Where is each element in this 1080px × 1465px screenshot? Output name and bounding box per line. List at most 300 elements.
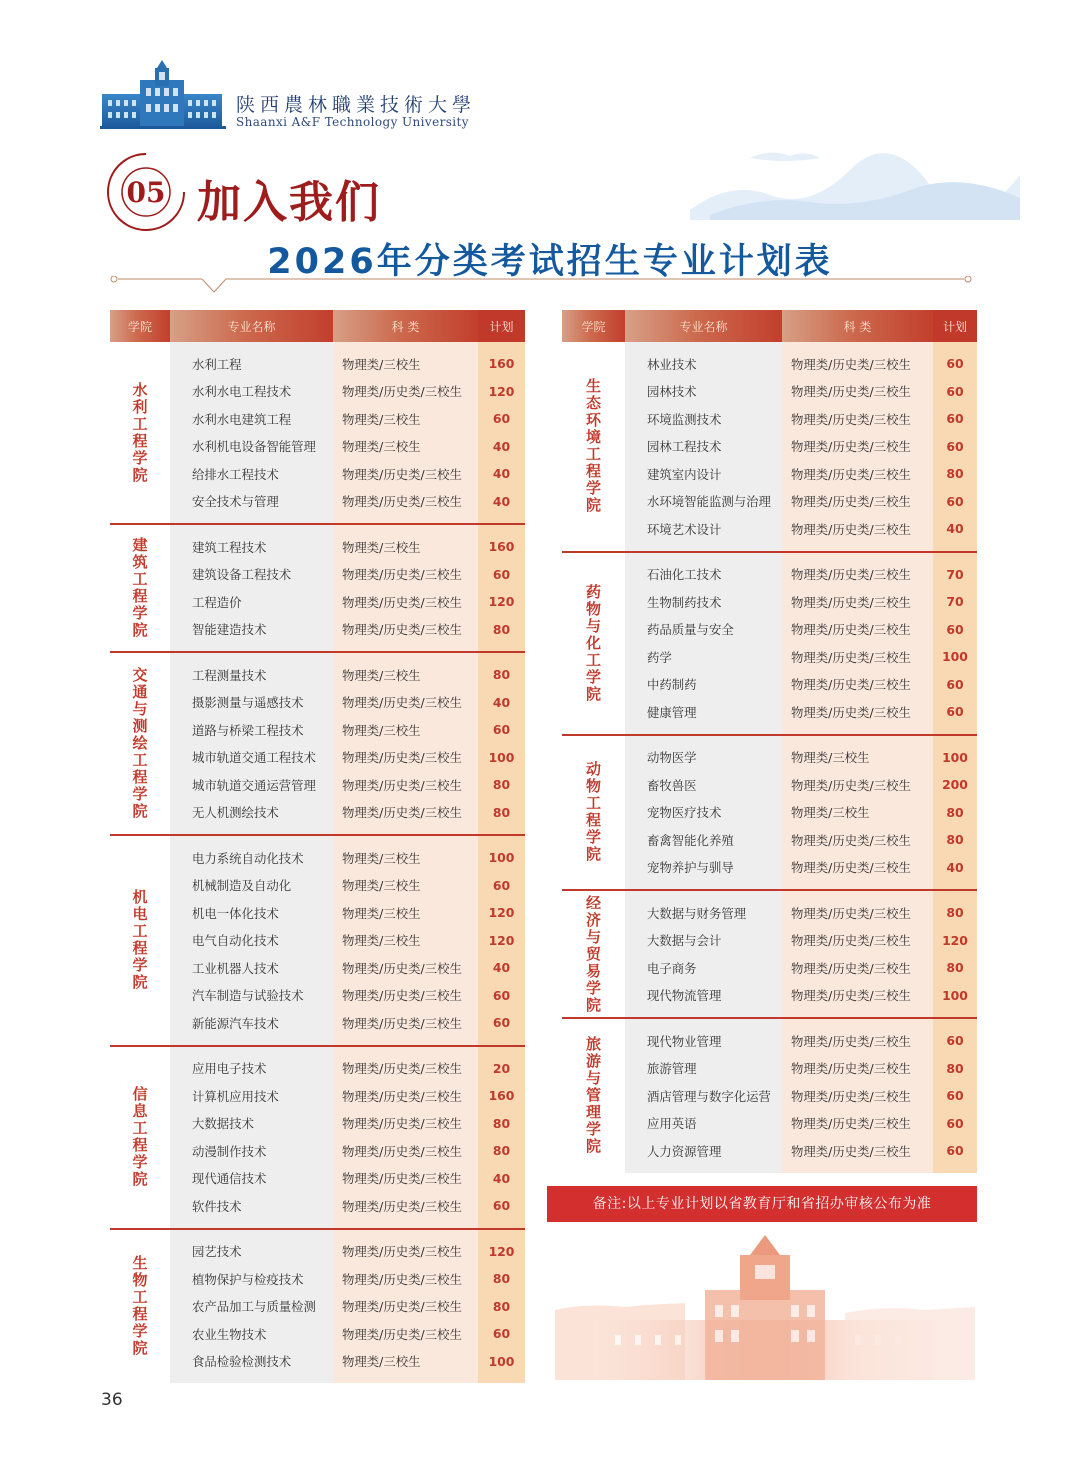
category-cell: 物理类/历史类/三校生 bbox=[782, 1137, 933, 1165]
plan-cell: 80 bbox=[933, 826, 977, 854]
category-cell: 物理类/历史类/三校生 bbox=[782, 671, 933, 699]
plan-cell: 40 bbox=[478, 433, 525, 461]
plan-cell: 80 bbox=[933, 954, 977, 982]
group-padding bbox=[562, 736, 977, 744]
major-cell: 摄影测量与遥感技术 bbox=[170, 689, 333, 717]
left-table-header bbox=[110, 310, 525, 342]
group-padding bbox=[110, 1375, 525, 1383]
category-cell: 物理类/历史类/三校生 bbox=[782, 1110, 933, 1138]
table-row bbox=[110, 771, 525, 799]
major-cell: 软件技术 bbox=[170, 1192, 333, 1220]
major-cell: 畜禽智能化养殖 bbox=[625, 826, 782, 854]
major-cell: 智能建造技术 bbox=[170, 616, 333, 644]
college-cell bbox=[110, 1047, 170, 1229]
plan-cell: 80 bbox=[478, 1110, 525, 1138]
category-cell: 物理类/历史类/三校生 bbox=[333, 1055, 478, 1083]
college-name: 机电工程学院 bbox=[132, 888, 148, 992]
table-row bbox=[562, 982, 977, 1010]
plan-cell: 120 bbox=[478, 899, 525, 927]
table-row bbox=[110, 899, 525, 927]
college-cell bbox=[110, 653, 170, 835]
table-row bbox=[562, 433, 977, 461]
plan-cell: 60 bbox=[933, 1137, 977, 1165]
college-name: 信息工程学院 bbox=[132, 1085, 148, 1188]
table-row bbox=[562, 1137, 977, 1165]
plan-cell: 100 bbox=[933, 982, 977, 1010]
major-cell: 畜牧兽医 bbox=[625, 771, 782, 799]
category-cell: 物理类/历史类/三校生 bbox=[782, 433, 933, 461]
plan-cell: 100 bbox=[478, 744, 525, 772]
plan-cell: 60 bbox=[478, 405, 525, 433]
table-row bbox=[110, 433, 525, 461]
table-row bbox=[562, 1110, 977, 1138]
major-cell: 现代物业管理 bbox=[625, 1027, 782, 1055]
group-padding bbox=[110, 342, 525, 350]
category-cell: 物理类/历史类/三校生 bbox=[333, 1320, 478, 1348]
group-padding bbox=[110, 826, 525, 835]
category-cell: 物理类/三校生 bbox=[333, 350, 478, 378]
table-row bbox=[110, 1082, 525, 1110]
major-cell: 安全技术与管理 bbox=[170, 488, 333, 516]
category-cell: 物理类/历史类/三校生 bbox=[333, 460, 478, 488]
plan-cell: 80 bbox=[478, 771, 525, 799]
group-padding bbox=[110, 836, 525, 844]
major-cell: 食品检验检测技术 bbox=[170, 1348, 333, 1376]
plan-cell: 60 bbox=[933, 433, 977, 461]
table-row bbox=[562, 744, 977, 772]
category-cell: 物理类/历史类/三校生 bbox=[333, 1009, 478, 1037]
college-cell bbox=[110, 525, 170, 652]
plan-cell: 60 bbox=[478, 872, 525, 900]
section-number-badge bbox=[104, 150, 188, 234]
category-cell: 物理类/历史类/三校生 bbox=[782, 588, 933, 616]
major-cell: 新能源汽车技术 bbox=[170, 1009, 333, 1037]
group-padding bbox=[110, 1230, 525, 1238]
college-name: 药物与化工学院 bbox=[585, 582, 601, 703]
major-cell: 建筑室内设计 bbox=[625, 460, 782, 488]
table-row bbox=[110, 460, 525, 488]
table-row bbox=[110, 716, 525, 744]
major-cell: 工程造价 bbox=[170, 588, 333, 616]
plan-cell: 60 bbox=[933, 405, 977, 433]
college-cell bbox=[110, 836, 170, 1046]
major-cell: 旅游管理 bbox=[625, 1055, 782, 1083]
plan-cell: 60 bbox=[933, 616, 977, 644]
plan-cell: 80 bbox=[478, 1293, 525, 1321]
category-cell: 物理类/历史类/三校生 bbox=[782, 698, 933, 726]
category-cell: 物理类/三校生 bbox=[782, 799, 933, 827]
plan-cell: 120 bbox=[478, 588, 525, 616]
table-row bbox=[110, 1293, 525, 1321]
remark-banner: 备注:以上专业计划以省教育厅和省招办审核公布为准 bbox=[547, 1186, 977, 1222]
category-cell: 物理类/历史类/三校生 bbox=[782, 771, 933, 799]
table-row bbox=[110, 405, 525, 433]
category-cell: 物理类/历史类/三校生 bbox=[782, 515, 933, 543]
plan-cell: 200 bbox=[933, 771, 977, 799]
section-number: 05 bbox=[126, 176, 166, 209]
plan-cell: 70 bbox=[933, 561, 977, 589]
major-cell: 环境艺术设计 bbox=[625, 515, 782, 543]
group-padding bbox=[110, 653, 525, 661]
college-name: 建筑工程学院 bbox=[132, 536, 148, 639]
major-cell: 城市轨道交通工程技术 bbox=[170, 744, 333, 772]
table-row bbox=[110, 1265, 525, 1293]
category-cell: 物理类/历史类/三校生 bbox=[782, 1082, 933, 1110]
major-cell: 工程测量技术 bbox=[170, 661, 333, 689]
major-cell: 电气自动化技术 bbox=[170, 927, 333, 955]
major-cell: 水利工程 bbox=[170, 350, 333, 378]
plan-cell: 40 bbox=[478, 488, 525, 516]
major-cell: 电子商务 bbox=[625, 954, 782, 982]
plan-cell: 60 bbox=[478, 982, 525, 1010]
table-row bbox=[562, 405, 977, 433]
table-row bbox=[110, 350, 525, 378]
group-padding bbox=[562, 1165, 977, 1173]
building-icon bbox=[100, 60, 230, 132]
plan-cell: 80 bbox=[478, 661, 525, 689]
major-cell: 计算机应用技术 bbox=[170, 1082, 333, 1110]
table-row bbox=[562, 771, 977, 799]
table-row bbox=[110, 1137, 525, 1165]
category-cell: 物理类/三校生 bbox=[333, 1348, 478, 1376]
plan-cell: 60 bbox=[933, 698, 977, 726]
plan-cell: 100 bbox=[933, 744, 977, 772]
plan-cell: 160 bbox=[478, 533, 525, 561]
right-plan-table bbox=[562, 310, 977, 1173]
plan-cell: 60 bbox=[478, 1320, 525, 1348]
table-row bbox=[110, 533, 525, 561]
table-row bbox=[110, 744, 525, 772]
plan-cell: 100 bbox=[478, 1348, 525, 1376]
plan-cell: 100 bbox=[933, 643, 977, 671]
major-cell: 给排水工程技术 bbox=[170, 460, 333, 488]
left-plan-table bbox=[110, 310, 525, 1383]
table-row bbox=[562, 350, 977, 378]
header-major: 专业名称 bbox=[625, 310, 782, 342]
major-cell: 酒店管理与数字化运营 bbox=[625, 1082, 782, 1110]
category-cell: 物理类/历史类/三校生 bbox=[782, 927, 933, 955]
plan-cell: 60 bbox=[933, 378, 977, 406]
group-padding bbox=[110, 1047, 525, 1055]
table-row bbox=[110, 844, 525, 872]
major-cell: 水利机电设备智能管理 bbox=[170, 433, 333, 461]
major-cell: 水利水电工程技术 bbox=[170, 378, 333, 406]
table-row bbox=[110, 1055, 525, 1083]
category-cell: 物理类/历史类/三校生 bbox=[333, 1192, 478, 1220]
category-cell: 物理类/三校生 bbox=[333, 899, 478, 927]
plan-cell: 60 bbox=[933, 1082, 977, 1110]
plan-cell: 40 bbox=[933, 854, 977, 882]
major-cell: 工业机器人技术 bbox=[170, 954, 333, 982]
college-cell bbox=[562, 891, 625, 1018]
category-cell: 物理类/历史类/三校生 bbox=[333, 1293, 478, 1321]
table-row bbox=[562, 515, 977, 543]
table-row bbox=[110, 872, 525, 900]
plan-cell: 60 bbox=[478, 1009, 525, 1037]
group-padding bbox=[562, 726, 977, 735]
category-cell: 物理类/历史类/三校生 bbox=[782, 1027, 933, 1055]
major-cell: 汽车制造与试验技术 bbox=[170, 982, 333, 1010]
college-name: 交通与测绘工程学院 bbox=[132, 666, 148, 820]
plan-cell: 160 bbox=[478, 350, 525, 378]
major-cell: 园艺技术 bbox=[170, 1238, 333, 1266]
group-padding bbox=[562, 881, 977, 890]
plan-cell: 80 bbox=[933, 460, 977, 488]
plan-cell: 40 bbox=[478, 954, 525, 982]
university-name-en: Shaanxi A&F Technology University bbox=[236, 115, 469, 129]
plan-cell: 120 bbox=[478, 378, 525, 406]
table-row bbox=[110, 954, 525, 982]
college-cell bbox=[110, 342, 170, 524]
plan-cell: 60 bbox=[933, 1027, 977, 1055]
group-padding bbox=[110, 643, 525, 652]
plan-cell: 80 bbox=[933, 1055, 977, 1083]
college-cell bbox=[562, 736, 625, 891]
group-padding bbox=[110, 515, 525, 524]
category-cell: 物理类/历史类/三校生 bbox=[333, 488, 478, 516]
table-row bbox=[110, 799, 525, 827]
college-name: 生态环境工程学院 bbox=[585, 377, 601, 515]
table-row bbox=[110, 378, 525, 406]
table-row bbox=[562, 588, 977, 616]
group-padding bbox=[562, 1019, 977, 1027]
table-row bbox=[110, 616, 525, 644]
major-cell: 现代物流管理 bbox=[625, 982, 782, 1010]
category-cell: 物理类/历史类/三校生 bbox=[782, 460, 933, 488]
group-padding bbox=[562, 891, 977, 899]
table-row bbox=[562, 488, 977, 516]
plan-cell: 40 bbox=[478, 460, 525, 488]
major-cell: 大数据与会计 bbox=[625, 927, 782, 955]
major-cell: 大数据与财务管理 bbox=[625, 899, 782, 927]
header-plan: 计划 bbox=[478, 310, 525, 342]
category-cell: 物理类/历史类/三校生 bbox=[333, 1110, 478, 1138]
category-cell: 物理类/三校生 bbox=[333, 405, 478, 433]
header-major: 专业名称 bbox=[170, 310, 333, 342]
group-padding bbox=[562, 342, 977, 350]
major-cell: 机械制造及自动化 bbox=[170, 872, 333, 900]
category-cell: 物理类/历史类/三校生 bbox=[333, 588, 478, 616]
table-row bbox=[110, 1009, 525, 1037]
major-cell: 水利水电建筑工程 bbox=[170, 405, 333, 433]
major-cell: 建筑设备工程技术 bbox=[170, 561, 333, 589]
category-cell: 物理类/历史类/三校生 bbox=[782, 899, 933, 927]
table-row bbox=[562, 616, 977, 644]
category-cell: 物理类/历史类/三校生 bbox=[333, 561, 478, 589]
college-name: 旅游与管理学院 bbox=[585, 1035, 601, 1156]
college-cell bbox=[562, 553, 625, 735]
category-cell: 物理类/三校生 bbox=[333, 927, 478, 955]
plan-cell: 60 bbox=[933, 671, 977, 699]
category-cell: 物理类/历史类/三校生 bbox=[782, 1055, 933, 1083]
category-cell: 物理类/三校生 bbox=[333, 844, 478, 872]
mountains-decoration bbox=[690, 140, 1020, 220]
category-cell: 物理类/历史类/三校生 bbox=[782, 350, 933, 378]
header-college: 学院 bbox=[562, 310, 625, 342]
plan-cell: 160 bbox=[478, 1082, 525, 1110]
college-name: 经济与贸易学院 bbox=[585, 893, 601, 1014]
main-title: 2026年分类考试招生专业计划表 bbox=[267, 242, 833, 282]
category-cell: 物理类/历史类/三校生 bbox=[333, 744, 478, 772]
table-row bbox=[562, 927, 977, 955]
major-cell: 动漫制作技术 bbox=[170, 1137, 333, 1165]
university-logo bbox=[100, 60, 480, 132]
major-cell: 动物医学 bbox=[625, 744, 782, 772]
category-cell: 物理类/历史类/三校生 bbox=[333, 1137, 478, 1165]
major-cell: 人力资源管理 bbox=[625, 1137, 782, 1165]
category-cell: 物理类/历史类/三校生 bbox=[782, 405, 933, 433]
college-cell bbox=[562, 342, 625, 552]
major-cell: 道路与桥梁工程技术 bbox=[170, 716, 333, 744]
category-cell: 物理类/历史类/三校生 bbox=[333, 1165, 478, 1193]
table-row bbox=[110, 1110, 525, 1138]
table-row bbox=[562, 1055, 977, 1083]
college-name: 动物工程学院 bbox=[585, 760, 601, 864]
major-cell: 水环境智能监测与治理 bbox=[625, 488, 782, 516]
header-plan: 计划 bbox=[933, 310, 977, 342]
page-number: 36 bbox=[101, 1390, 123, 1410]
major-cell: 应用电子技术 bbox=[170, 1055, 333, 1083]
group-padding bbox=[110, 525, 525, 533]
category-cell: 物理类/历史类/三校生 bbox=[333, 982, 478, 1010]
category-cell: 物理类/历史类/三校生 bbox=[333, 378, 478, 406]
table-row bbox=[110, 1238, 525, 1266]
plan-cell: 120 bbox=[478, 1238, 525, 1266]
category-cell: 物理类/历史类/三校生 bbox=[333, 689, 478, 717]
section-title: 加入我们 bbox=[197, 177, 381, 228]
category-cell: 物理类/历史类/三校生 bbox=[782, 854, 933, 882]
plan-cell: 80 bbox=[478, 1265, 525, 1293]
category-cell: 物理类/历史类/三校生 bbox=[333, 1238, 478, 1266]
major-cell: 生物制药技术 bbox=[625, 588, 782, 616]
plan-cell: 40 bbox=[478, 689, 525, 717]
major-cell: 建筑工程技术 bbox=[170, 533, 333, 561]
plan-cell: 60 bbox=[933, 488, 977, 516]
group-padding bbox=[562, 1009, 977, 1018]
category-cell: 物理类/历史类/三校生 bbox=[782, 643, 933, 671]
college-cell bbox=[110, 1230, 170, 1384]
plan-cell: 80 bbox=[478, 1137, 525, 1165]
major-cell: 环境监测技术 bbox=[625, 405, 782, 433]
header-college: 学院 bbox=[110, 310, 170, 342]
group-padding bbox=[562, 543, 977, 552]
right-table-header bbox=[562, 310, 977, 342]
table-row bbox=[110, 488, 525, 516]
category-cell: 物理类/历史类/三校生 bbox=[782, 826, 933, 854]
plan-cell: 80 bbox=[933, 899, 977, 927]
plan-cell: 120 bbox=[933, 927, 977, 955]
table-row bbox=[562, 378, 977, 406]
plan-cell: 80 bbox=[478, 799, 525, 827]
major-cell: 无人机测绘技术 bbox=[170, 799, 333, 827]
plan-cell: 60 bbox=[478, 561, 525, 589]
major-cell: 宠物医疗技术 bbox=[625, 799, 782, 827]
college-cell bbox=[562, 1019, 625, 1173]
major-cell: 石油化工技术 bbox=[625, 561, 782, 589]
major-cell: 中药制药 bbox=[625, 671, 782, 699]
major-cell: 园林技术 bbox=[625, 378, 782, 406]
table-row bbox=[562, 671, 977, 699]
table-row bbox=[110, 1192, 525, 1220]
plan-cell: 60 bbox=[478, 1192, 525, 1220]
major-cell: 城市轨道交通运营管理 bbox=[170, 771, 333, 799]
plan-cell: 40 bbox=[478, 1165, 525, 1193]
table-row bbox=[110, 661, 525, 689]
table-row bbox=[562, 899, 977, 927]
table-row bbox=[562, 954, 977, 982]
major-cell: 应用英语 bbox=[625, 1110, 782, 1138]
major-cell: 农业生物技术 bbox=[170, 1320, 333, 1348]
category-cell: 物理类/三校生 bbox=[333, 433, 478, 461]
category-cell: 物理类/历史类/三校生 bbox=[333, 1265, 478, 1293]
table-row bbox=[562, 643, 977, 671]
major-cell: 农产品加工与质量检测 bbox=[170, 1293, 333, 1321]
plan-cell: 80 bbox=[933, 799, 977, 827]
category-cell: 物理类/历史类/三校生 bbox=[782, 561, 933, 589]
section-circle-icon bbox=[104, 150, 188, 234]
table-row bbox=[562, 561, 977, 589]
category-cell: 物理类/历史类/三校生 bbox=[782, 488, 933, 516]
category-cell: 物理类/历史类/三校生 bbox=[782, 982, 933, 1010]
table-row bbox=[110, 1348, 525, 1376]
plan-cell: 80 bbox=[478, 616, 525, 644]
category-cell: 物理类/三校生 bbox=[782, 744, 933, 772]
table-row bbox=[110, 1165, 525, 1193]
group-padding bbox=[562, 553, 977, 561]
major-cell: 园林工程技术 bbox=[625, 433, 782, 461]
header-category: 科 类 bbox=[333, 310, 478, 342]
table-row bbox=[110, 982, 525, 1010]
category-cell: 物理类/历史类/三校生 bbox=[782, 616, 933, 644]
plan-cell: 60 bbox=[478, 716, 525, 744]
college-name: 水利工程学院 bbox=[132, 380, 148, 484]
header-category: 科 类 bbox=[782, 310, 933, 342]
plan-cell: 60 bbox=[933, 1110, 977, 1138]
plan-cell: 70 bbox=[933, 588, 977, 616]
title-divider bbox=[110, 276, 972, 298]
category-cell: 物理类/历史类/三校生 bbox=[333, 1082, 478, 1110]
category-cell: 物理类/历史类/三校生 bbox=[782, 954, 933, 982]
table-row bbox=[110, 588, 525, 616]
category-cell: 物理类/历史类/三校生 bbox=[333, 954, 478, 982]
category-cell: 物理类/历史类/三校生 bbox=[333, 799, 478, 827]
group-padding bbox=[110, 1220, 525, 1229]
table-row bbox=[562, 1082, 977, 1110]
plan-cell: 120 bbox=[478, 927, 525, 955]
plan-cell: 40 bbox=[933, 515, 977, 543]
group-padding bbox=[110, 1037, 525, 1046]
table-row bbox=[110, 1320, 525, 1348]
category-cell: 物理类/三校生 bbox=[333, 661, 478, 689]
table-row bbox=[562, 826, 977, 854]
college-name: 生物工程学院 bbox=[132, 1254, 148, 1358]
category-cell: 物理类/三校生 bbox=[333, 872, 478, 900]
plan-cell: 100 bbox=[478, 844, 525, 872]
table-row bbox=[110, 689, 525, 717]
university-name-cn: 陕西農林職業技術大學 bbox=[236, 94, 477, 116]
table-row bbox=[110, 561, 525, 589]
table-row bbox=[562, 854, 977, 882]
campus-building-watermark bbox=[555, 1235, 975, 1380]
table-row bbox=[562, 1027, 977, 1055]
major-cell: 机电一体化技术 bbox=[170, 899, 333, 927]
major-cell: 林业技术 bbox=[625, 350, 782, 378]
plan-cell: 60 bbox=[933, 350, 977, 378]
major-cell: 宠物养护与驯导 bbox=[625, 854, 782, 882]
major-cell: 电力系统自动化技术 bbox=[170, 844, 333, 872]
table-row bbox=[562, 799, 977, 827]
table-row bbox=[562, 698, 977, 726]
